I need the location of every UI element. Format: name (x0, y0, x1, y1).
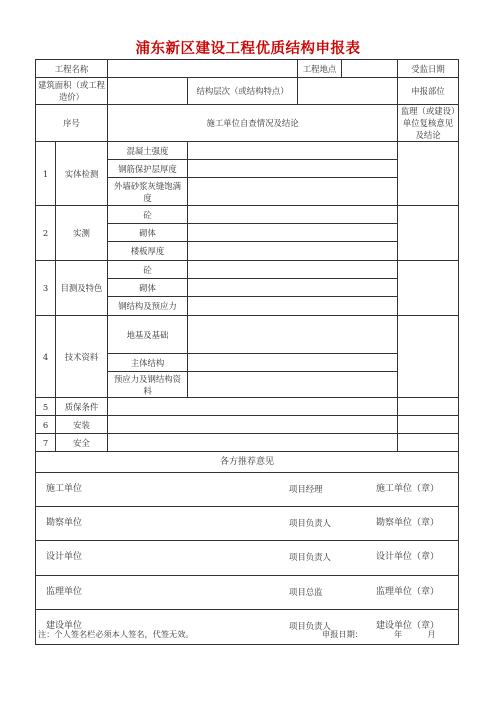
party-row (36, 473, 459, 507)
item-no: 7 (36, 434, 56, 452)
item-sub: 地基及基础 (108, 316, 188, 354)
item-category: 安全 (56, 434, 108, 452)
party-unit: 建设单位 (46, 621, 83, 631)
item-sub: 外墙砂浆灰缝饱满度 (108, 178, 188, 206)
item-category: 实测 (56, 206, 108, 261)
project-site-field[interactable] (342, 60, 398, 78)
party-unit: 监理单位 (46, 587, 83, 597)
review-field[interactable] (398, 142, 459, 206)
party-person: 项目总监 (289, 587, 323, 597)
project-site-label: 工程地点 (298, 60, 342, 78)
review-field[interactable] (398, 316, 459, 398)
self-check-field[interactable] (188, 261, 398, 279)
self-check-field[interactable] (188, 242, 398, 261)
review-field[interactable] (398, 416, 459, 434)
party-seal: 设计单位（章） (376, 552, 440, 562)
apply-date-label: 申报日期： (322, 629, 363, 639)
self-check-field[interactable] (188, 142, 398, 160)
party-seal: 监理单位（章） (376, 587, 440, 597)
self-check-field[interactable] (188, 160, 398, 178)
structure-field[interactable] (298, 78, 398, 105)
party-seal: 建设单位（章） (376, 621, 440, 631)
footnote (38, 629, 458, 640)
self-check-field[interactable] (108, 398, 398, 416)
review-field[interactable] (398, 434, 459, 452)
supervision-date-label: 受监日期 (411, 63, 445, 74)
self-check-field[interactable] (188, 354, 398, 372)
party-unit: 设计单位 (46, 552, 83, 562)
project-name-label: 工程名称 (36, 60, 108, 78)
item-no: 5 (36, 398, 56, 416)
building-area-label: 建筑面积（或工程造价） (36, 78, 108, 105)
supervision-date-cell (398, 60, 459, 78)
item-sub: 钢筋保护层厚度 (108, 160, 188, 178)
self-check-field[interactable] (108, 416, 398, 434)
self-check-field[interactable] (188, 206, 398, 224)
item-no: 6 (36, 416, 56, 434)
application-form-table (35, 59, 459, 645)
self-check-field[interactable] (188, 372, 398, 398)
project-name-field[interactable] (108, 60, 298, 78)
signature-note: 注：个人签名栏必须本人签名，代签无效。 (38, 629, 194, 639)
page-title: 浦东新区建设工程优质结构申报表 (135, 41, 361, 57)
party-row (36, 541, 459, 576)
party-person: 项目负责人 (289, 621, 331, 631)
party-person: 项目经理 (289, 484, 323, 494)
item-sub: 预应力及钢结构资料 (108, 372, 188, 398)
party-person: 项目负责人 (289, 552, 331, 562)
year-label: 年 (394, 629, 403, 639)
review-field[interactable] (398, 261, 459, 316)
item-sub: 混凝土强度 (108, 142, 188, 160)
self-check-field[interactable] (188, 224, 398, 242)
item-no: 2 (36, 206, 56, 261)
item-category: 技术资料 (56, 316, 108, 398)
item-category: 目测及特色 (56, 261, 108, 316)
self-check-field[interactable] (108, 434, 398, 452)
apply-part-label: 申报部位 (398, 78, 459, 105)
year-month (394, 629, 436, 640)
self-check-field[interactable] (188, 316, 398, 354)
review-label: 监理（或建设）单位复核意见及结论 (398, 105, 459, 142)
item-category: 安装 (56, 416, 108, 434)
opinions-header: 各方推荐意见 (36, 452, 459, 473)
party-unit: 勘察单位 (46, 518, 83, 528)
seq-label: 序号 (36, 105, 108, 142)
party-person: 项目负责人 (289, 518, 331, 528)
structure-label: 结构层次（或结构特点） (188, 78, 298, 105)
item-no: 3 (36, 261, 56, 316)
item-sub: 砌体 (108, 279, 188, 297)
party-seal: 施工单位（章） (376, 484, 440, 494)
item-sub: 主体结构 (108, 354, 188, 372)
item-no: 4 (36, 316, 56, 398)
item-no: 1 (36, 142, 56, 206)
item-sub: 砼 (108, 206, 188, 224)
item-category: 实体检测 (56, 142, 108, 206)
item-sub: 砌体 (108, 224, 188, 242)
self-check-field[interactable] (188, 297, 398, 316)
party-row (36, 576, 459, 610)
review-field[interactable] (398, 398, 459, 416)
self-check-field[interactable] (188, 279, 398, 297)
item-category: 质保条件 (56, 398, 108, 416)
review-field[interactable] (398, 206, 459, 261)
month-label: 月 (427, 629, 436, 639)
item-sub: 楼板厚度 (108, 242, 188, 261)
item-sub: 砼 (108, 261, 188, 279)
self-check-field[interactable] (188, 178, 398, 206)
party-seal: 勘察单位（章） (376, 518, 440, 528)
building-area-field[interactable] (108, 78, 188, 105)
party-row (36, 507, 459, 541)
item-sub: 钢结构及预应力 (108, 297, 188, 316)
party-unit: 施工单位 (46, 484, 83, 494)
self-check-label: 施工单位自查情况及结论 (108, 105, 398, 142)
